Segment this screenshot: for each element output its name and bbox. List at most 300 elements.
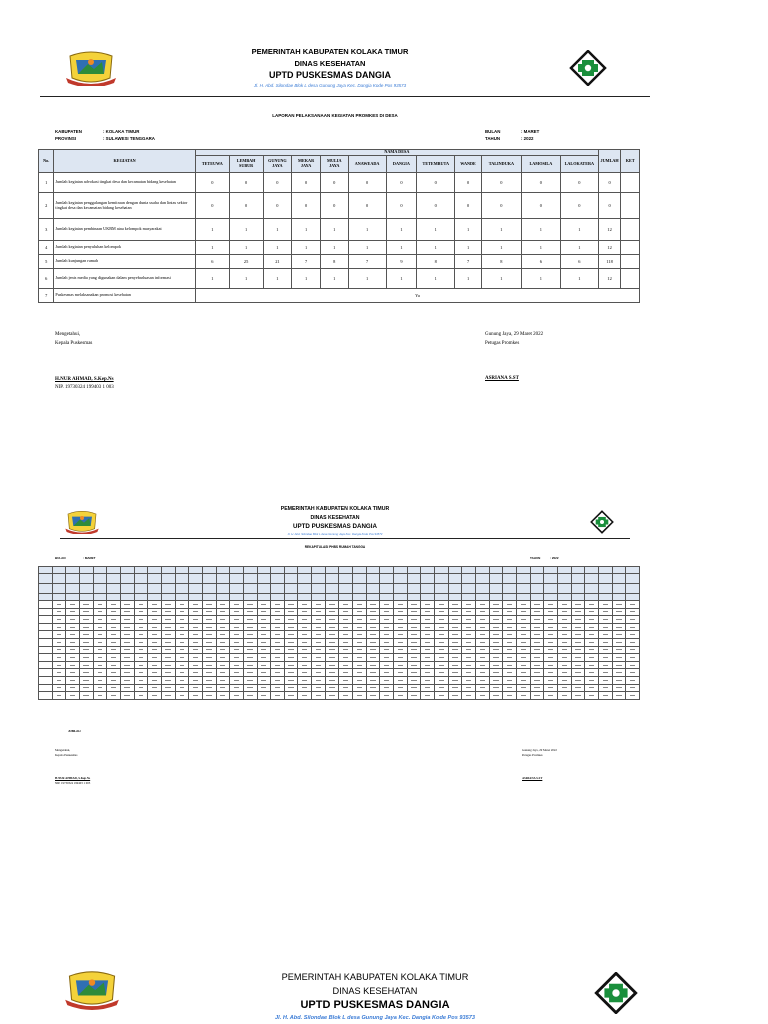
sign-left-name-block xyxy=(55,376,114,392)
rekap-cell xyxy=(325,584,339,594)
rekap-cell-value xyxy=(124,627,130,628)
row-village-value: 1 xyxy=(320,241,348,255)
rekap-cell xyxy=(312,574,326,584)
rekap-cell-value xyxy=(124,642,130,643)
rekap-cell xyxy=(489,646,503,654)
rekap-cell-value xyxy=(83,649,89,650)
kop-divider xyxy=(40,96,650,97)
rekap-cell xyxy=(530,692,544,700)
rekap-cell-value xyxy=(466,611,471,612)
rekap-cell xyxy=(626,584,640,594)
rekap-cell xyxy=(626,646,640,654)
rekap-cell xyxy=(476,574,490,584)
rekap-cell-value xyxy=(83,604,89,605)
rekap-cell-value xyxy=(370,665,376,666)
rekap-cell-value xyxy=(329,619,335,620)
rekap-cell-value xyxy=(316,649,321,650)
rekap-cell-value xyxy=(439,657,444,658)
sign2-left-name: H.NUR AHMAD, S.Kep.Ns xyxy=(55,776,91,780)
rekap-cell-value xyxy=(275,627,280,628)
rekap-cell xyxy=(134,623,148,631)
puskesmas-logo-icon xyxy=(594,972,638,1014)
row-village-value: 1 xyxy=(455,219,482,241)
rekap-cell-value xyxy=(193,672,198,673)
rekap-cell-value xyxy=(466,695,471,696)
row-village-value: 1 xyxy=(229,219,263,241)
rekap-cell-value xyxy=(630,695,635,696)
rekap-cell xyxy=(271,654,285,662)
rekap-cell xyxy=(380,584,394,594)
rekap-cell-value xyxy=(83,665,89,666)
rekap-cell xyxy=(626,684,640,692)
rekap-cell-value xyxy=(466,665,471,666)
col-no-header: No. xyxy=(39,150,54,173)
rekap-cell xyxy=(189,654,203,662)
rekap-cell-value xyxy=(220,627,225,628)
rekap-cell xyxy=(516,654,530,662)
rekap-cell xyxy=(394,669,408,677)
rekap-cell-value xyxy=(370,657,376,658)
rekap-cell-value xyxy=(589,657,594,658)
rekap-cell xyxy=(366,584,380,594)
rekap-cell xyxy=(598,631,612,639)
rekap-cell xyxy=(271,567,285,574)
rekap-cell xyxy=(421,567,435,574)
rekap-cell-value xyxy=(480,611,485,612)
rekap-cell-value xyxy=(316,611,321,612)
rekap-cell xyxy=(353,638,367,646)
row-kegiatan: Jumlah kegiatan pembinaan UKBM atau kelompok masyarakat xyxy=(54,219,196,241)
rekap-cell-value xyxy=(589,627,594,628)
rekap-cell-value xyxy=(206,604,212,605)
rekap-cell xyxy=(175,567,189,574)
rekap-cell xyxy=(134,631,148,639)
rekap-cell-value xyxy=(316,627,321,628)
rekap-cell xyxy=(161,654,175,662)
row-village-value: 1 xyxy=(417,219,455,241)
row-no: 2 xyxy=(39,193,54,219)
rekap-cell xyxy=(516,669,530,677)
rekap-cell xyxy=(503,623,517,631)
rekap-cell xyxy=(353,646,367,654)
rekap-cell-value xyxy=(98,604,103,605)
rekap-cell-value xyxy=(180,665,185,666)
rekap-cell-value xyxy=(234,634,239,635)
rekap-cell-value xyxy=(507,604,512,605)
rekap-cell xyxy=(243,661,257,669)
rekap-cell xyxy=(298,623,312,631)
rekap-cell xyxy=(243,601,257,609)
rekap-cell-value xyxy=(493,611,499,612)
rekap-cell-value xyxy=(534,687,540,688)
rekap-cell xyxy=(353,567,367,574)
rekap-cell xyxy=(516,567,530,574)
village-header: LALOKATERA xyxy=(560,156,598,173)
rekap-cell xyxy=(380,616,394,624)
row-village-value: 0 xyxy=(455,173,482,193)
rekap-cell-value xyxy=(247,642,253,643)
rekap-cell xyxy=(325,661,339,669)
rekap-cell-value xyxy=(384,687,389,688)
rekap-cell xyxy=(421,584,435,594)
rekap-cell xyxy=(175,584,189,594)
rekap-cell-value xyxy=(193,611,198,612)
rekap-cell xyxy=(39,684,53,692)
rekap-cell-value xyxy=(521,604,526,605)
rekap-cell-value xyxy=(466,604,471,605)
rekap-cell-value xyxy=(152,604,157,605)
rekap-cell-value xyxy=(521,680,526,681)
rekap-cell xyxy=(448,608,462,616)
rekap-cell-value xyxy=(370,695,376,696)
rekap-cell xyxy=(612,646,626,654)
rekap-cell-value xyxy=(247,604,253,605)
rekap-cell xyxy=(148,584,162,594)
rekap-cell xyxy=(503,601,517,609)
rekap-cell-value xyxy=(152,657,157,658)
rekap-cell xyxy=(66,567,80,574)
rekap-cell-value xyxy=(111,695,116,696)
rekap-cell-value xyxy=(425,657,430,658)
rekap-cell xyxy=(435,574,449,584)
rekap-cell-value xyxy=(220,604,225,605)
rekap-cell xyxy=(598,646,612,654)
rekap-cell-value xyxy=(630,642,635,643)
rekap-cell-value xyxy=(247,687,253,688)
rekap-cell-value xyxy=(357,649,362,650)
rekap-cell xyxy=(202,601,216,609)
rekap-cell xyxy=(544,638,558,646)
rekap-cell-value xyxy=(206,611,212,612)
rekap-cell xyxy=(175,684,189,692)
rekap-cell xyxy=(394,631,408,639)
rekap-cell-value xyxy=(507,687,512,688)
rekap-cell-value xyxy=(70,687,75,688)
rekap-cell xyxy=(298,608,312,616)
rekap-cell-value xyxy=(575,634,581,635)
rekap-cell xyxy=(257,676,271,684)
rekap-cell xyxy=(216,594,230,601)
rekap-cell-value xyxy=(562,634,567,635)
rekap-cell xyxy=(202,669,216,677)
kolaka-timur-emblem-icon xyxy=(64,510,100,534)
rekap-cell-value xyxy=(193,687,198,688)
rekap-cell-value xyxy=(275,680,280,681)
rekap-cell xyxy=(516,646,530,654)
rekap-cell xyxy=(557,584,571,594)
rekap-cell-value xyxy=(165,649,171,650)
kop3-address: Jl. H. Abd. Silondae Blok L desa Gunung Jaya Kec. Dangia Kode Pos 93573 xyxy=(275,1015,475,1021)
rekap-cell xyxy=(435,676,449,684)
rekap-cell-value xyxy=(589,687,594,688)
row-village-value: 25 xyxy=(229,255,263,269)
rekap-cell xyxy=(148,574,162,584)
rekap-cell-value xyxy=(562,687,567,688)
rekap-cell-value xyxy=(562,604,567,605)
rekap-cell xyxy=(79,584,93,594)
rekap-cell xyxy=(339,601,353,609)
rekap-cell-value xyxy=(398,657,403,658)
rekap-cell-value xyxy=(329,604,335,605)
rekap-cell-value xyxy=(439,634,444,635)
rekap-cell-value xyxy=(521,657,526,658)
rekap-cell xyxy=(380,654,394,662)
rekap-cell-value xyxy=(343,611,348,612)
rekap-cell xyxy=(243,608,257,616)
rekap-cell xyxy=(380,567,394,574)
rekap-cell xyxy=(79,623,93,631)
rekap-cell xyxy=(585,594,599,601)
rekap-cell xyxy=(79,646,93,654)
rekap-cell xyxy=(489,584,503,594)
report-title: LAPORAN PELAKSANAAN KEGIATAN PROMKES DI DESA xyxy=(272,113,398,118)
row-village-value: 1 xyxy=(263,269,292,289)
rekap-cell xyxy=(503,654,517,662)
rekap-cell-value xyxy=(275,695,280,696)
rekap-cell xyxy=(189,594,203,601)
rekap-cell-value xyxy=(247,649,253,650)
rekap-cell xyxy=(79,676,93,684)
rekap-cell xyxy=(79,638,93,646)
rekap-cell-value xyxy=(316,665,321,666)
rekap-cell xyxy=(530,684,544,692)
rekap-cell xyxy=(353,669,367,677)
rekap-row xyxy=(39,616,640,624)
rekap-cell xyxy=(585,574,599,584)
rekap-cell xyxy=(516,676,530,684)
rekap-cell xyxy=(544,669,558,677)
rekap-cell xyxy=(298,661,312,669)
rekap-cell xyxy=(503,646,517,654)
rekap-cell xyxy=(530,616,544,624)
rekap-cell xyxy=(435,692,449,700)
rekap-cell-value xyxy=(616,695,622,696)
rekap-cell xyxy=(489,567,503,574)
rekap-cell xyxy=(407,584,421,594)
rekap-cell xyxy=(161,631,175,639)
rekap-cell-value xyxy=(329,649,335,650)
rekap-cell xyxy=(148,692,162,700)
rekap-cell xyxy=(407,676,421,684)
rekap-cell-value xyxy=(452,619,458,620)
rekap-cell xyxy=(257,601,271,609)
rekap-cell-value xyxy=(357,627,362,628)
rekap-cell-value xyxy=(370,687,376,688)
rekap-cell xyxy=(230,608,244,616)
rekap-cell xyxy=(339,684,353,692)
rekap-cell-value xyxy=(507,611,512,612)
rekap-cell-value xyxy=(603,680,608,681)
rekap-cell xyxy=(243,574,257,584)
rekap-cell-value xyxy=(124,604,130,605)
rekap-cell xyxy=(243,567,257,574)
rekap-cell-value xyxy=(575,695,581,696)
rekap-cell-value xyxy=(507,672,512,673)
rekap-phbs-table xyxy=(38,566,640,700)
rekap-cell xyxy=(612,638,626,646)
rekap-cell-value xyxy=(452,687,458,688)
rekap-cell xyxy=(148,601,162,609)
rekap-cell xyxy=(312,638,326,646)
rekap-cell xyxy=(107,608,121,616)
row-village-value: 6 xyxy=(521,255,560,269)
rekap-cell-value xyxy=(452,611,458,612)
rekap-cell-value xyxy=(534,672,540,673)
rekap-cell-value xyxy=(630,680,635,681)
rekap-cell xyxy=(134,669,148,677)
rekap-cell xyxy=(107,601,121,609)
row-village-value: 1 xyxy=(560,269,598,289)
rekap-cell xyxy=(161,608,175,616)
rekap-cell xyxy=(489,669,503,677)
rekap-cell xyxy=(544,654,558,662)
rekap-cell-value xyxy=(193,634,198,635)
rekap-cell xyxy=(489,638,503,646)
village-header: WANDE xyxy=(455,156,482,173)
rekap-cell-value xyxy=(548,687,553,688)
rekap-cell xyxy=(120,608,134,616)
rekap-cell-value xyxy=(234,627,239,628)
rekap-cell xyxy=(462,669,476,677)
rekap-cell-value xyxy=(534,657,540,658)
rekap-row xyxy=(39,601,640,609)
rekap-cell xyxy=(120,601,134,609)
row-village-value: 0 xyxy=(263,173,292,193)
rekap-cell xyxy=(476,692,490,700)
rekap-cell xyxy=(407,594,421,601)
rekap-cell xyxy=(284,623,298,631)
row-ket xyxy=(621,269,640,289)
rekap-cell xyxy=(598,669,612,677)
rekap-cell-value xyxy=(288,627,294,628)
rekap-cell xyxy=(598,567,612,574)
rekap-cell xyxy=(325,623,339,631)
rekap-cell-value xyxy=(398,665,403,666)
rekap-cell-value xyxy=(493,634,499,635)
rekap-cell xyxy=(230,623,244,631)
rekap-cell xyxy=(298,631,312,639)
rekap-cell-value xyxy=(603,634,608,635)
rekap-cell xyxy=(530,638,544,646)
sign2-left-line1: Mengetahui, xyxy=(55,748,71,752)
rekap-cell xyxy=(503,631,517,639)
rekap-cell-value xyxy=(493,619,499,620)
rekap-cell xyxy=(530,661,544,669)
rekap-cell xyxy=(339,594,353,601)
kabupaten-label: KABUPATEN xyxy=(55,129,82,134)
rekap-cell xyxy=(202,638,216,646)
rekap-cell xyxy=(134,567,148,574)
rekap-cell xyxy=(339,567,353,574)
rekap-cell-value xyxy=(57,642,62,643)
rekap-cell xyxy=(571,692,585,700)
rekap-cell xyxy=(216,669,230,677)
rekap-cell-value xyxy=(343,672,348,673)
rekap-cell-value xyxy=(439,627,444,628)
rekap-cell xyxy=(284,601,298,609)
rekap-cell xyxy=(66,584,80,594)
rekap-cell-value xyxy=(370,649,376,650)
rekap-cell xyxy=(530,669,544,677)
rekap-cell-value xyxy=(534,634,540,635)
rekap-cell xyxy=(216,631,230,639)
row-village-value: 1 xyxy=(386,219,417,241)
rekap-cell xyxy=(39,594,53,601)
rekap-cell xyxy=(448,567,462,574)
rekap-cell-value xyxy=(603,672,608,673)
rekap-cell-value xyxy=(316,687,321,688)
row-village-value: 1 xyxy=(195,219,229,241)
rekap-cell xyxy=(612,567,626,574)
rekap-cell xyxy=(489,594,503,601)
rekap-cell xyxy=(175,601,189,609)
rekap-cell-value xyxy=(411,665,417,666)
rekap-cell xyxy=(298,692,312,700)
rekap-cell-value xyxy=(493,642,499,643)
rekap-cell xyxy=(612,601,626,609)
rekap-cell-value xyxy=(57,695,62,696)
rekap-cell xyxy=(325,654,339,662)
rekap-cell-value xyxy=(480,665,485,666)
rekap-cell xyxy=(93,567,107,574)
row-village-value: 0 xyxy=(481,193,521,219)
rekap-cell xyxy=(462,623,476,631)
rekap-cell xyxy=(421,608,435,616)
rekap-cell-value xyxy=(193,695,198,696)
rekap-cell-value xyxy=(165,672,171,673)
rekap-cell-value xyxy=(357,695,362,696)
rekap-cell-value xyxy=(316,634,321,635)
kolaka-timur-emblem-icon xyxy=(63,968,121,1010)
rekap-cell xyxy=(366,654,380,662)
rekap-cell xyxy=(66,676,80,684)
rekap-cell-value xyxy=(439,649,444,650)
rekap-cell-value xyxy=(534,680,540,681)
rekap-cell-value xyxy=(329,657,335,658)
rekap-cell xyxy=(557,608,571,616)
rekap-cell-value xyxy=(98,611,103,612)
rekap-cell-value xyxy=(180,695,185,696)
rekap-cell-value xyxy=(480,627,485,628)
rekap-cell-value xyxy=(124,687,130,688)
rekap-cell-value xyxy=(521,627,526,628)
rekap-cell xyxy=(161,584,175,594)
rekap-cell xyxy=(175,608,189,616)
rekap-cell xyxy=(66,623,80,631)
rekap-cell xyxy=(39,692,53,700)
rekap-cell-value xyxy=(357,634,362,635)
rekap-cell xyxy=(120,669,134,677)
rekap-cell xyxy=(93,608,107,616)
row-kegiatan: Jumlah kunjungan rumah xyxy=(54,255,196,269)
rekap-cell xyxy=(298,594,312,601)
rekap-cell-value xyxy=(111,604,116,605)
rekap-cell-value xyxy=(384,642,389,643)
rekap-tahun-label: TAHUN xyxy=(530,556,541,560)
rekap-cell xyxy=(175,631,189,639)
rekap-title: REKAPITULASI PHBS RUMAH TANGGA xyxy=(304,545,366,549)
row-village-value: 1 xyxy=(229,241,263,255)
rekap-cell-value xyxy=(589,695,594,696)
rekap-cell-value xyxy=(234,680,239,681)
rekap-cell xyxy=(161,638,175,646)
rekap-tahun xyxy=(530,556,559,560)
rekap-cell xyxy=(571,623,585,631)
rekap-cell xyxy=(366,608,380,616)
rekap-cell-value xyxy=(193,642,198,643)
rekap-cell xyxy=(79,684,93,692)
rekap-cell-value xyxy=(616,619,622,620)
